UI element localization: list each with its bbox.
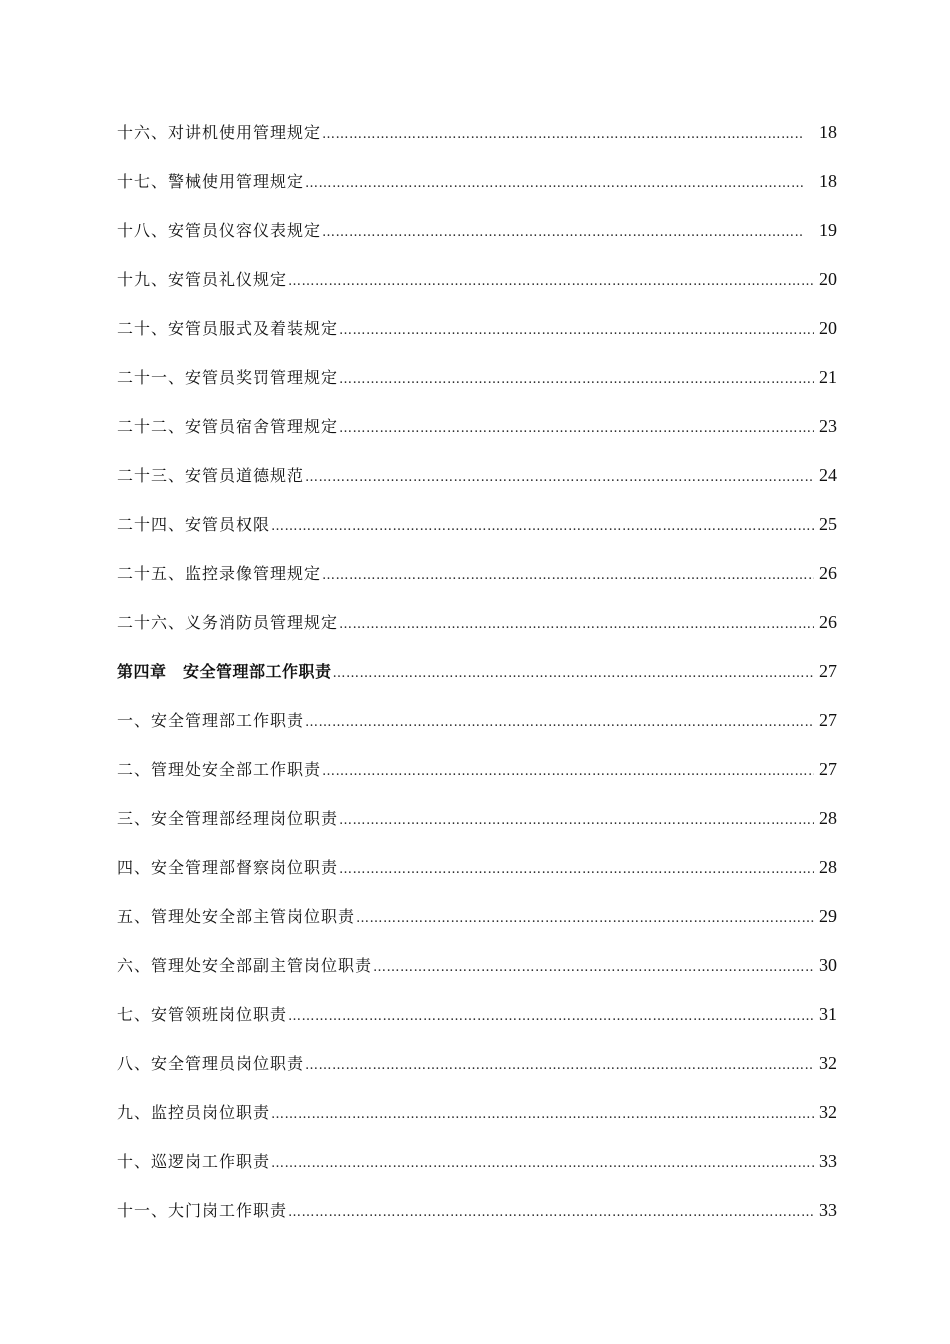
- table-of-contents: [117, 108, 837, 1235]
- toc-entry-title: 二十六、义务消防员管理规定: [117, 613, 339, 632]
- dot-leader: [271, 502, 814, 551]
- toc-page-number: 26: [819, 563, 837, 583]
- toc-entry-title: 十七、警械使用管理规定: [117, 172, 305, 191]
- toc-page-number: 19: [819, 220, 837, 240]
- toc-entry[interactable]: [117, 108, 837, 157]
- toc-entry-title: 五、管理处安全部主管岗位职责: [117, 907, 356, 926]
- toc-entry[interactable]: [117, 1186, 837, 1235]
- toc-chapter-entry[interactable]: [117, 647, 837, 696]
- dot-leader: [339, 404, 814, 453]
- dot-leader: [339, 600, 814, 649]
- toc-page-number: 20: [819, 318, 837, 338]
- toc-entry[interactable]: [117, 1039, 837, 1088]
- toc-page-number: 27: [819, 710, 837, 730]
- toc-entry[interactable]: [117, 892, 837, 941]
- toc-page-number: 30: [819, 955, 837, 975]
- toc-entry[interactable]: [117, 1088, 837, 1137]
- toc-entry-title: 七、安管领班岗位职责: [117, 1005, 288, 1024]
- toc-entry[interactable]: [117, 843, 837, 892]
- toc-entry-title: 二、管理处安全部工作职责: [117, 760, 322, 779]
- toc-entry[interactable]: [117, 353, 837, 402]
- toc-page-number: 29: [819, 906, 837, 926]
- dot-leader: [271, 1090, 814, 1139]
- toc-page-number: 20: [819, 269, 837, 289]
- toc-entry-title: 六、管理处安全部副主管岗位职责: [117, 956, 373, 975]
- toc-entry[interactable]: [117, 500, 837, 549]
- toc-entry-title: 二十一、安管员奖罚管理规定: [117, 368, 339, 387]
- toc-page-number: 25: [819, 514, 837, 534]
- dot-leader: [322, 208, 804, 257]
- toc-entry[interactable]: [117, 598, 837, 647]
- toc-entry-title: 十六、对讲机使用管理规定: [117, 123, 322, 142]
- dot-leader: [339, 796, 814, 845]
- dot-leader: [271, 1139, 814, 1188]
- toc-entry-title: 二十五、监控录像管理规定: [117, 564, 322, 583]
- toc-entry[interactable]: [117, 941, 837, 990]
- toc-entry-title: 二十三、安管员道德规范: [117, 466, 305, 485]
- toc-page-number: 18: [819, 122, 837, 142]
- dot-leader: [288, 992, 814, 1041]
- toc-entry-title: 十、巡逻岗工作职责: [117, 1152, 271, 1171]
- toc-entry[interactable]: [117, 402, 837, 451]
- toc-entry-title: 二十四、安管员权限: [117, 515, 271, 534]
- dot-leader: [322, 110, 804, 159]
- toc-entry-title: 十一、大门岗工作职责: [117, 1201, 288, 1220]
- toc-page-number: 31: [819, 1004, 837, 1024]
- toc-entry-title: 九、监控员岗位职责: [117, 1103, 271, 1122]
- dot-leader: [305, 698, 814, 747]
- dot-leader: [339, 355, 814, 404]
- toc-entry-title: 八、安全管理员岗位职责: [117, 1054, 305, 1073]
- dot-leader: [339, 306, 814, 355]
- toc-chapter-title: 第四章 安全管理部工作职责: [117, 662, 332, 681]
- toc-page-number: 28: [819, 808, 837, 828]
- toc-page-number: 33: [819, 1151, 837, 1171]
- dot-leader: [333, 649, 814, 698]
- dot-leader: [356, 894, 814, 943]
- toc-page-number: 27: [819, 661, 837, 681]
- toc-entry-title: 四、安全管理部督察岗位职责: [117, 858, 339, 877]
- dot-leader: [305, 453, 814, 502]
- toc-entry[interactable]: [117, 451, 837, 500]
- toc-page-number: 23: [819, 416, 837, 436]
- dot-leader: [339, 845, 814, 894]
- toc-entry[interactable]: [117, 206, 837, 255]
- toc-page-number: 28: [819, 857, 837, 877]
- toc-entry-title: 三、安全管理部经理岗位职责: [117, 809, 339, 828]
- toc-entry[interactable]: [117, 255, 837, 304]
- toc-page-number: 32: [819, 1053, 837, 1073]
- dot-leader: [305, 1041, 814, 1090]
- toc-entry[interactable]: [117, 157, 837, 206]
- toc-page-number: 24: [819, 465, 837, 485]
- toc-page-number: 32: [819, 1102, 837, 1122]
- toc-entry[interactable]: [117, 745, 837, 794]
- toc-page-number: 18: [819, 171, 837, 191]
- toc-entry[interactable]: [117, 304, 837, 353]
- toc-entry-title: 二十二、安管员宿舍管理规定: [117, 417, 339, 436]
- toc-page-number: 27: [819, 759, 837, 779]
- dot-leader: [288, 257, 814, 306]
- dot-leader: [322, 551, 814, 600]
- toc-entry[interactable]: [117, 696, 837, 745]
- toc-entry-title: 一、安全管理部工作职责: [117, 711, 305, 730]
- toc-entry[interactable]: [117, 1137, 837, 1186]
- toc-entry-title: 二十、安管员服式及着装规定: [117, 319, 339, 338]
- toc-entry-title: 十九、安管员礼仪规定: [117, 270, 288, 289]
- toc-page-number: 33: [819, 1200, 837, 1220]
- dot-leader: [322, 747, 814, 796]
- toc-page-number: 21: [819, 367, 837, 387]
- dot-leader: [288, 1188, 814, 1237]
- dot-leader: [305, 159, 804, 208]
- toc-entry-title: 十八、安管员仪容仪表规定: [117, 221, 322, 240]
- dot-leader: [373, 943, 814, 992]
- toc-entry[interactable]: [117, 549, 837, 598]
- toc-entry[interactable]: [117, 794, 837, 843]
- toc-page-number: 26: [819, 612, 837, 632]
- toc-entry[interactable]: [117, 990, 837, 1039]
